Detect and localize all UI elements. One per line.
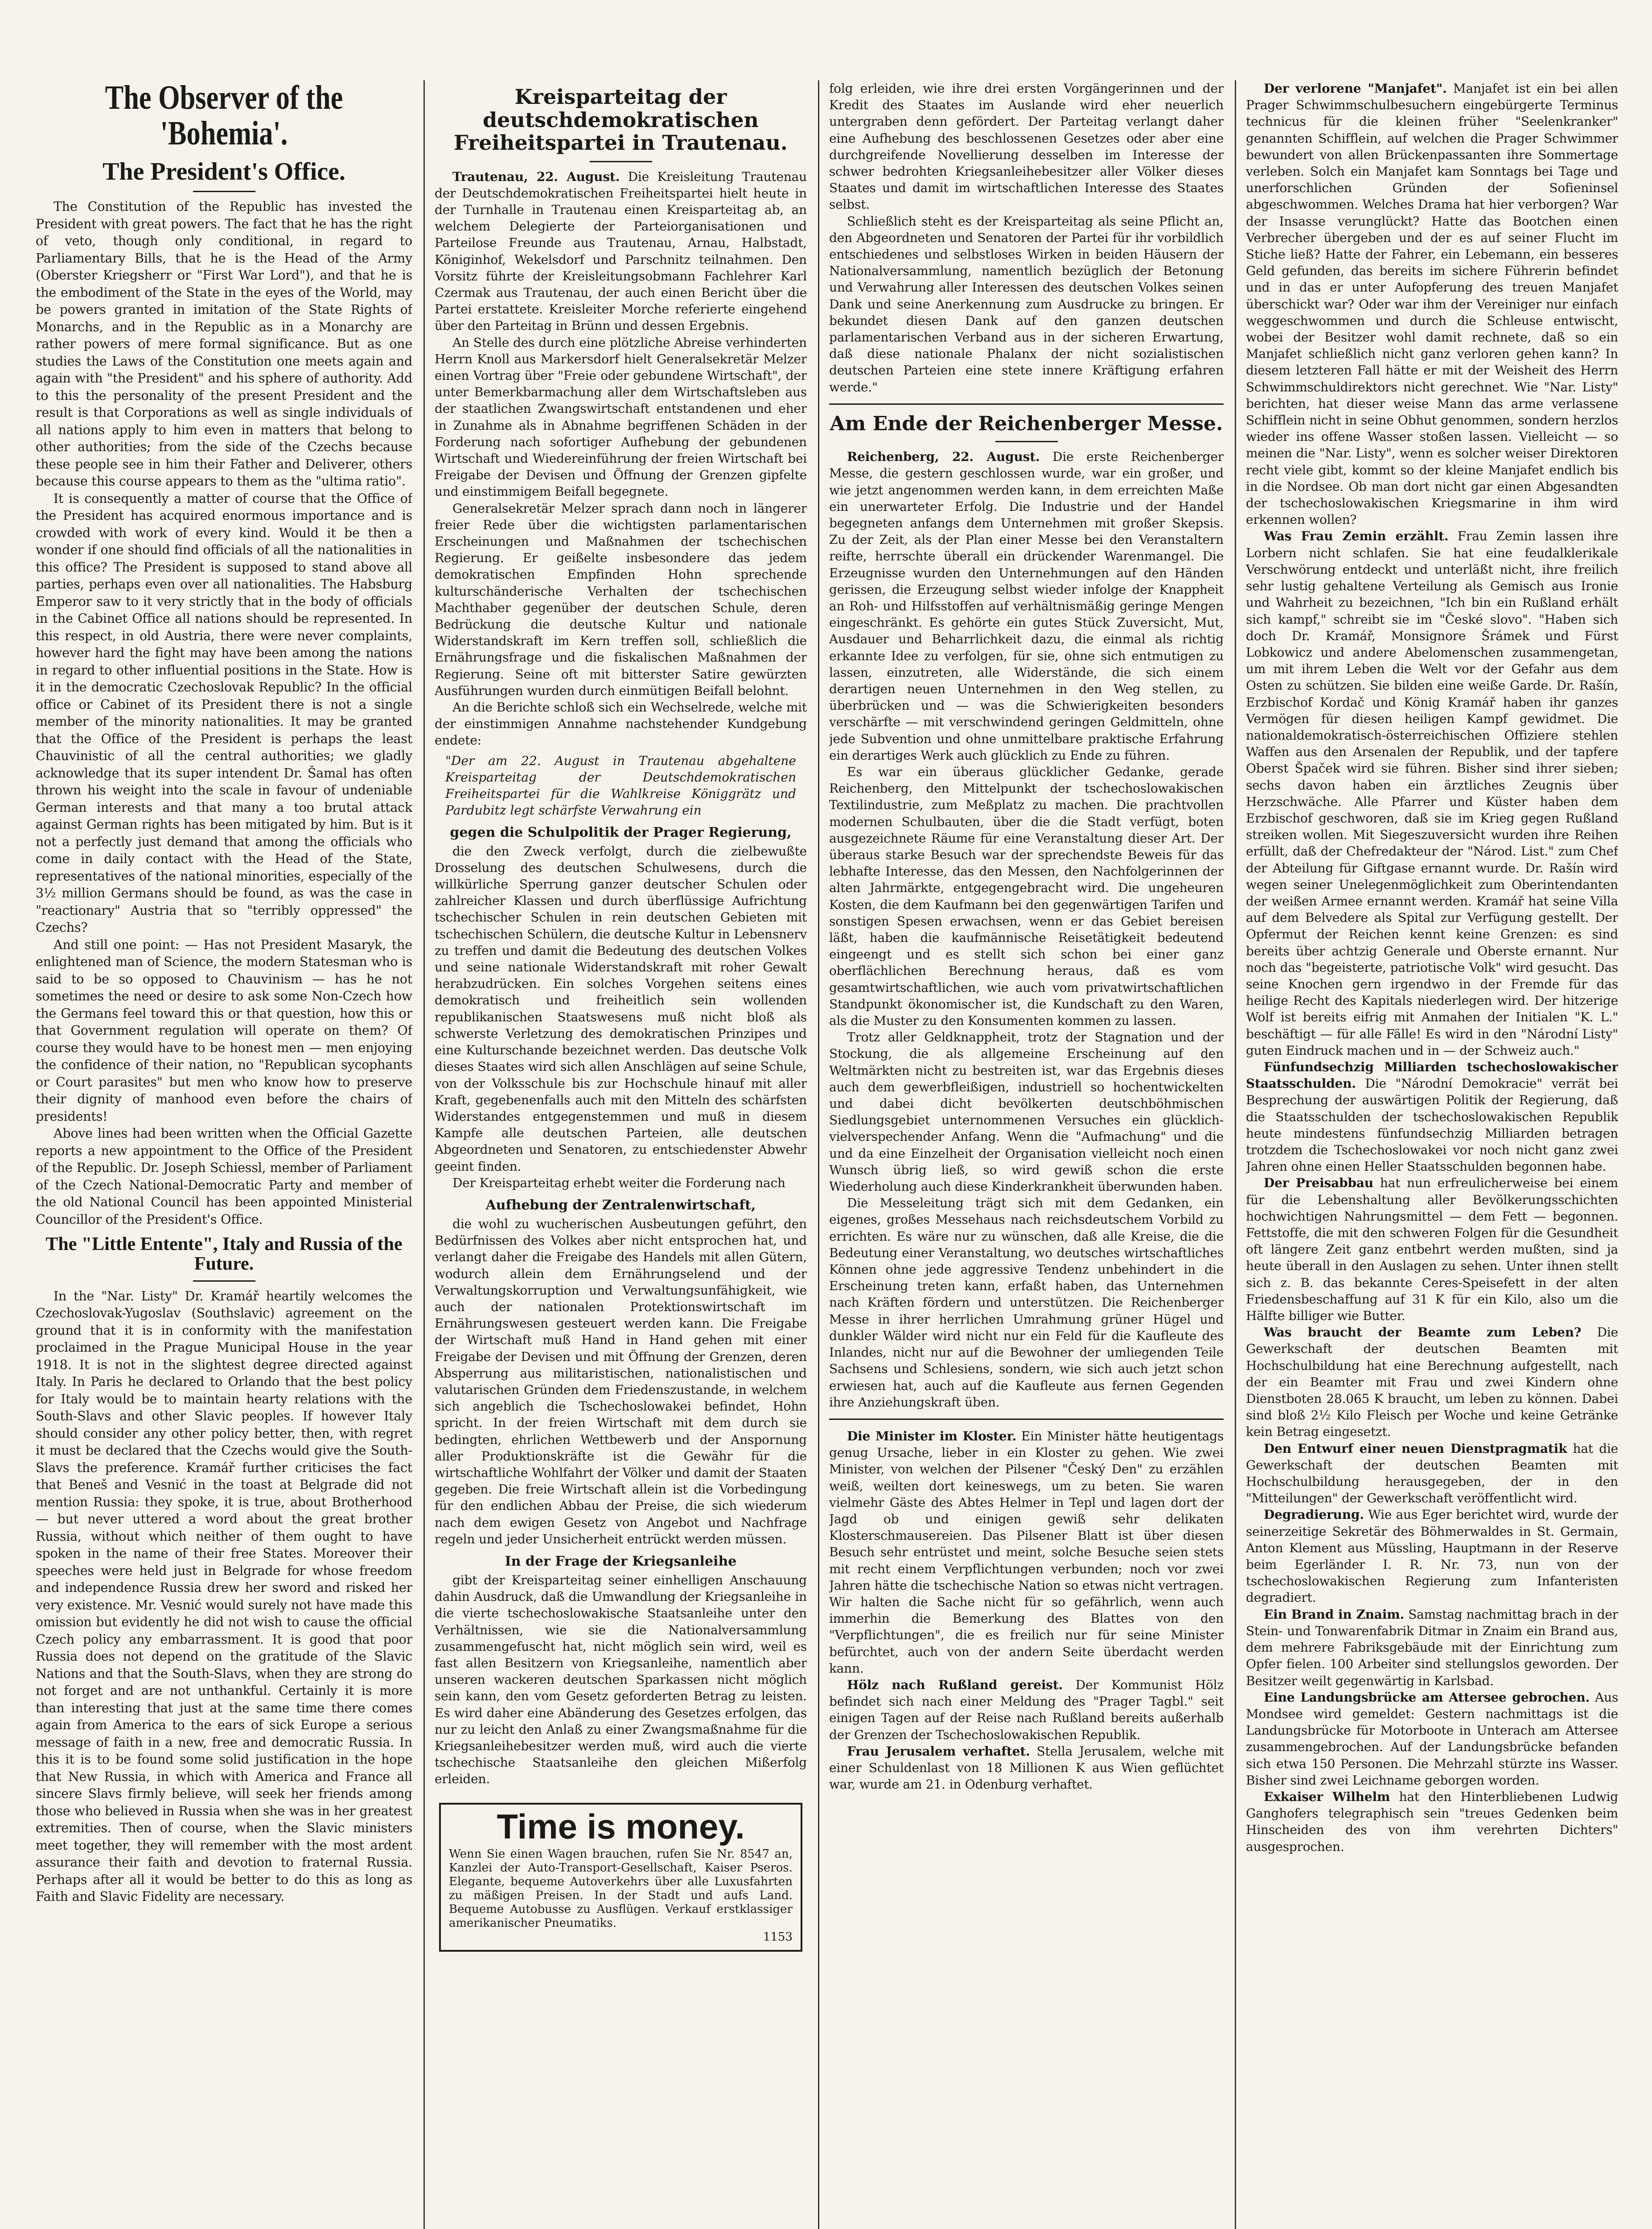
note-text: Manjafet ist ein bei allen Prager Schwimmschulbesuchern eingebürgerte Terminus technicus für die kleinen früher "Seelenkranker" genannten Schifflein, auf welchen die Prager Schwimmer bewundert von allen Brückenpassanten ihre Sommertage verleben. Solch ein Manjafet kam Sonntags bei Tage und unerforschlichen Gründen der Sofieninsel abgeschwommen. Welches Drama hat hier verborgen? War der Insasse verunglückt? Hatte das Bootchen einen Verbrecher übergeben und der es auf seiner Flucht im Stiche ließ? Hatte der Fahrer, ein Lebemann, ein besseres Geld gefunden, das bereits im sichere Führerin befindet und in das er unter Aufopferung des treuen Manjafet überschickt war? Oder war ihm der Vereiniger nur einfach weggeschwommen und durch die Schleuse entwischt, wobei der Besitzer wohl damit rechnete, daß so ein Manjafet schließlich nicht ganz verloren gehen kann? In diesem letzteren Fall hätte er mit der Weisheit des Herrn Schwimmschuldirektors nicht gerechnet. Wie "Nar. Listy" berichten, hat dieser weise Mann das arme verlassene Schifflein nicht in seine Obhut genommen, sondern herzlos wieder ins offene Wasser stoßen lassen. Vielleicht — so meinen die "Nar. Listy", wenn es solcher weiser Direktoren recht viele gibt, kommt so der kleine Manjafet endlich bis in die Nordsee. Ob man dort nicht gar einen Abgesandten der tschechoslowakischen Kriegsmarine in ihm wird erkennen wollen? <box>1246 81 1618 527</box>
ad-body: Wenn Sie einen Wagen brauchen, rufen Sie Nr. 8547 an, Kanzlei der Auto-Transport-Gesellschaft, Kaiser Pseros. Elegante, bequeme Autoverkehrs über alle Luxusfahrten zu mäßigen Preisen. In der Stadt und aufs Land. Bequeme Autobusse zu Ausflügen. Verkauf erstklassiger amerikanischer Pneumatiks. <box>449 1847 793 1930</box>
note-headline: Was braucht der Beamte zum Leben? <box>1264 1325 1582 1340</box>
note-text: Die Gewerkschaft der deutschen Beamten mit Hochschulbildung hat eine Berechnung aufgestellt, nach der ein Beamter mit Frau und zwei Kindern ohne Dienstboten 28.065 K braucht, um leben zu können. Dabei sind bloß 2½ Kilo Fleisch per Woche und keine Getränke kein Betrag eingesetzt. <box>1246 1325 1618 1439</box>
note-headline: Degradierung. <box>1264 1507 1364 1522</box>
note-text: Stella Jerusalem, welche mit einer Schuldenlast von 18 Millionen K aus Wien geflüchtet war, wurde am 21. in Odenburg verhaftet. <box>829 1744 1224 1792</box>
article-paragraph: folg erleiden, wie ihre drei ersten Vorgängerinnen und der Kredit des Staates im Auslande wird eher neuerlich untergraben denn gefördert. Der Parteitag verlangt daher eine Aufhebung des beschlossenen Gesetzes oder aber eine durchgreifende Novellierung desselben im Interesse der schwer bedrohten Kriegsanleihebesitzer aller Völker dieses Staates und damit im wirtschaftlichen Interesse des Staates selbst. <box>829 81 1224 212</box>
note-text: Samstag nachmittag brach in der Stein- und Tonwarenfabrik Ditmar in Znaim ein Brand aus, dem mehrere Fabriksgebäude mit der Einrichtung zum Opfer fielen. 100 Arbeiter sind stellungslos geworden. Der Besitzer weilt gegenwärtig in Karlsbad. <box>1246 1607 1618 1688</box>
note-text: Der Kommunist Hölz befindet sich nach einer Meldung des "Prager Tagbl." seit einigen Tagen auf der Reise nach Rußland bereits außerhalb der Grenzen der Tschechoslowakischen Republik. <box>829 1677 1224 1742</box>
article-paragraph: die den Zweck verfolgt, durch die zielbewußte Drosselung des deutschen Schulwesens, durch die willkürliche Sperrung ganzer deutscher Schulen oder zahlreicher Klassen und durch überflüssige Aufrichtung tschechischer Schulen in rein deutschen Gebieten mit tschechischen Schülern, die deutsche Kultur in Lebensnerv zu treffen und damit die Bedeutung des deutschen Volkes und seine nationale Widerstandskraft mit roher Gewalt herabzudrücken. Ein solches Vorgehen seitens eines demokratisch und freiheitlich sein wollenden republikanischen Staatswesens muß nicht bloß als schwerste Verletzung des demokratischen Prinzipes und eine Kulturschande bezeichnet werden. Das deutsche Volk dieses Staates wird sich allen Anschlägen auf seine Schule, von der Volksschule bis zur Hochschule hinauf mit aller Kraft, gegebenenfalls auch mit den Mitteln des schärfsten Widerstandes entgegenstemmen und muß in diesem Kampfe alle deutschen Parteien, alle deutschen Abgeordneten und Senatoren, zu entschiedenster Abwehr geeint finden. <box>435 843 807 1174</box>
article-paragraph <box>829 448 1224 764</box>
headline-rule <box>995 441 1058 442</box>
article-title-president-office: The President's Office. <box>103 157 345 185</box>
article-paragraph: die wohl zu wucherischen Ausbeutungen geführt, den Bedürfnissen des Volkes aber nicht entsprochen hat, und verlangt daher die Freigabe des Handels mit allen Gütern, wodurch allein dem Ernährungselend und der Verwaltungskorruption und Verwaltungsunfähigkeit, wie auch der nationalen Protektionswirtschaft im Ernährungswesen gesteuert werden kann. Die Freigabe der Wirtschaft muß Hand in Hand gehen mit einer Freigabe der Devisen und mit Öffnung der Grenzen, deren Absperrung aus militaristischen, nationalistischen und valutarischen Gründen dem Friedenszustande, in welchem sich angeblich die Tschechoslowakei befindet, Hohn spricht. In der freien Wirtschaft mit dem durch sie bedingten, ehrlichen Wettbewerb und der Anspornung aller Produktionskräfte ist die Gewähr für die wirtschaftliche Wohlfahrt der Völker und damit der Staaten gegeben. Die freie Wirtschaft allein ist die Vorbedingung für den endlichen Abbau der Preise, die sich wiederum nach dem ewigen Gesetz von Angebot und Nachfrage regeln und jeder Unsicherheit entrückt werden müssen. <box>435 1216 807 1546</box>
masthead-title: The Observer of the 'Bohemia'. <box>105 80 343 152</box>
headline-rule <box>590 161 652 162</box>
note-headline: Der Preisabbau <box>1264 1176 1373 1191</box>
note-text: hat nun erfreulicherweise bei einem für die Lebenshaltung aller Bevölkerungsschichten hochwichtigen Nahrungsmittel — dem Fett — begonnen. Fettstoffe, die mit den schweren Folgen für die Gesundheit oft längere Zeit ganz entbehrt werden mußten, sind ja heute überall in den Auslagen zu sehen. Unter ihnen stellt sich z. B. das bekannte Ceres-Speisefett in der alten Friedensbeschaffung auf 31 K für ein Kilo, also um die Hälfte billiger wie Butter. <box>1246 1176 1618 1324</box>
note-headline: Der verlorene "Manjafet". <box>1264 81 1447 96</box>
column-rule <box>818 80 819 2229</box>
news-note <box>1246 1789 1618 1855</box>
note-text: Frau Zemin lassen ihre Lorbern nicht schlafen. Sie hat eine feudalklerikale Verschwörung entdeckt und unterläßt nicht, ihre freilich sehr lustig gehaltene Verteilung als Gemisch aus Ironie und Wahrheit zu bezeichnen, "Ich bin ein Rußland erhält sich kampf," schreibt sie im "České slovo". "Haben sich doch Dr. Kramář, Monsignore Šrámek und Fürst Lobkowicz und andere Abelomenschen zusammengetan, um mit ihrem Leben die Welt vor der Gefahr aus dem Osten zu schützen. Sie bilden eine weiße Garde. Dr. Rašín, Erzbischof Kordač und König Kramář haben ihr ganzes Vermögen für diesen heiligen Kampf gewidmet. Die nationaldemokratisch-österreichischen Offiziere stehlen Waffen aus den Arsenalen der Republik, und der tapfere Oberst Špaček wird sie führen. Bisher sind ihrer sieben; sechs davon haben ein ärztliches Zeugnis über Herzschwäche. Alle Pfarrer und Küster haben dem Erzbischof geschworen, daß sie im Krieg gegen Rußland streiken wollen. Mit Siegeszuversicht wurden ihre Reihen erfüllt, daß der Chefredakteur der "Národ. List." zum Chef der Abteilung für Giftgase ernannt wurde. Dr. Rašín wird wegen seiner Unelegenmöglichkeit zum Oberintendanten der weißen Armee ernannt werden. Kramář hat seine Villa auf dem Belvedere als Spital zur Verfügung gestellt. Der Opfermut der Reichen kennt keine Grenzen: es sind bereits über achtzig Generale und Oberste ernannt. Nur noch das "begeisterte, patriotische Volk" wird gesucht. Das seine Knochen gern irgendwo in der Fremde für das heilige Recht des Kapitals niederlegen wird. Der hitzerige Wolf ist bereits eifrig mit Anmahen der Initialen "K. L." beschäftigt — für alle Fälle! Es wird in den "Národní Listy" guten Eindruck machen und in — der Schweiz auch." <box>1246 529 1618 1058</box>
headline-rule <box>193 1280 255 1282</box>
dateline: Reichenberg, 22. August. <box>847 449 1040 465</box>
paragraph-text: Die Kreisleitung Trautenau der Deutschdemokratischen Freiheitspartei hielt heute in der Turnhalle in Trautenau einen Kreisparteitag ab, an welchem Delegierte der Parteiorganisationen und Parteilose Freunde aus Trautenau, Arnau, Halbstadt, Königinhof, Wekelsdorf und Parschnitz teilnahmen. Den Vorsitz führte der Kreisleitungsobmann Fachlehrer Karl Czermak aus Trautenau, der auch einen Bericht über die Partei erstattete. Kreisleiter Morche referierte eingehend über den Parteitag in Brünn und dessen Ergebnis. <box>435 169 807 333</box>
news-note <box>829 1677 1224 1743</box>
article-paragraph: It is consequently a matter of course that the Office of the President has acquired enormous importance and is crowded with work of every kind. Would it be then a wonder if one should find officials of all the nationalities in this office? The President is supposed to stand above all parties, perhaps even over all nationalities. The Habsburg Emperor saw to it very strictly that in the body of officials in the Cabinet Office all nations should be represented. In this respect, in old Austria, there were never complaints, however hard the fight may have been among the nations in regard to other influential positions in the State. How is it in the democratic Czechoslovak Republic? In the official office or Cabinet of its President there is not a single member of the minority nationalities. It may be granted that the Office of the President is perhaps the least Chauvinistic of all the central authorities; we gladly acknowledge that its super intendent Dr. Šamal has often thrown his weight into the scale in favour of undeniable German interests and that many a too brutal attack against German rights has been mitigated by him. But is it not a perfectly just demand that among the officials who come in daily contact with the Head of the State, representatives of the national minorities, especially of the 3½ million Germans should be found, as was the case in "reactionary" Austria that so "terribly oppressed" the Czechs? <box>36 491 412 935</box>
subheading: In der Frage der Kriegsanleihe <box>505 1553 737 1569</box>
column-1 <box>36 80 412 2229</box>
article-paragraph: Es war ein überaus glücklicher Gedanke, gerade Reichenberg, den Mittelpunkt der tschechoslowakischen Textilindustrie, zum Meßplatz zu machen. Die prachtvollen modernen Schulbauten, über die die Stadt verfügt, boten ausgezeichnete Räume für eine Veranstaltung dieser Art. Der überaus starke Besuch war der sprechendste Beweis für das lebhafte Interesse, das den Messen, den Nachfolgerinnen der alten Jahrmärkte, entgegengebracht wird. Die ungeheuren Kosten, die dem Kaufmann bei den gegenwärtigen Tarifen und sonstigen Spesen erwachsen, wenn er das Gebiet bereisen läßt, haben die kaufmännische Reisetätigkeit bedeutend eingeengt und es stellt sich schon bei einer ganz oberflächlichen Berechnung heraus, daß es vom gesamtwirtschaftlichen, wie auch vom privatwirtschaftlichen Standpunkt ökonomischer ist, die Kundschaft zu den Waren, als die Muster zu den Konsumenten kommen zu lassen. <box>829 764 1224 1028</box>
column-rule <box>1235 80 1236 2229</box>
news-note <box>1246 1324 1618 1440</box>
news-note <box>1246 1175 1618 1324</box>
note-text: Aus Mondsee wird gemeldet: Gestern nachmittags ist die Landungsbrücke für Motorboote in Unterach am Attersee zusammengebrochen. Auf der Landungsbrücke befanden sich etwa 150 Personen. Die Mehrzahl stürzte ins Wasser. Bisher sind zwei Leichname geborgen worden. <box>1246 1690 1618 1788</box>
note-headline: Eine Landungsbrücke am Attersee gebrochen. <box>1264 1690 1590 1705</box>
article-paragraph: Generalsekretär Melzer sprach dann noch in längerer freier Rede über die wichtigsten parlamentarischen Erscheinungen und Maßnahmen der tschechischen Regierung. Er geißelte insbesondere das jedem demokratischen Empfinden Hohn sprechende kulturschänderische Verhalten der tschechischen Machthaber gegenüber der deutschen Schule, deren Bedrückung die deutsche Kultur und nationale Widerstandskraft im Kern treffen soll, schließlich die Ernährungsfrage und die fiskalischen Maßnahmen der Regierung. Seine oft mit bitterster Satire gewürzten Ausführungen wurden durch einmütigen Beifall belohnt. <box>435 501 807 698</box>
note-text: Die "Národní Demokracie" verrät bei Besprechung der auswärtigen Politik der Regierung, daß die Staatsschulden der tschechoslowakischen Republik heute mindestens fünfundsechzig Milliarden betragen trotzdem die Tschechoslowakei vor noch nicht ganz zwei Jahren ohne einen Heller Staatsschulden begonnen habe. <box>1246 1076 1618 1174</box>
article-paragraph: In the "Nar. Listy" Dr. Kramář heartily welcomes the Czechoslovak-Yugoslav (Southslavic) agreement on the ground that it is in conformity with the manifestation proclaimed in the Prague Municipal House in the year 1918. It is not in the slightest degree directed against Italy. In Paris he declared to Orlando that the best policy for Italy would be to maintain hearty relations with the South-Slavs and other Slavic peoples. If however Italy should consider any other policy better, then, with regret it must be declared that the Czechs would give the South-Slavs the preference. Kramář further criticises the fact that Beneš and Vesnić in the toast at Belgrade did not mention Russia: they spoke, it is true, about Brotherhood — but never uttered a word about the great brother Russia, without which neither of them ought to have spoken in the name of their free States. Moreover their speeches were held just in Belgrade for whose freedom and independence Russia drew her sword and risked her very existence. Mr. Vesnić would surely not have made this omission but evidently he did not wish to cause the official Czech policy any embarrassment. It is good that poor Russia does not depend on the gratitude of the Slavic Nations and that the South-Slavs, when they are strong do not forget and are not unthankful. Certainly it is more than interesting that just at the same time there comes again from America to the ears of sick Europe a serious message of faith in a new, free and democratic Russia. In this it is to be found some solid justification in the hope that New Russia, in which with America and France all sincere Slavs firmly believe, will seek her friends among those who believed in Russia when she was in her greatest extremities. Then of course, when the Slavic ministers meet together, they will remember with the most ardent assurance their faith and devotion to fraternal Russia. Perhaps after all it would be better to do this as long as Faith and Slavic Fidelity are necessary. <box>36 1288 412 1904</box>
note-headline: Exkaiser Wilhelm <box>1264 1789 1390 1804</box>
news-note <box>829 1428 1224 1677</box>
column-rule <box>423 80 425 2229</box>
note-text: Ein Minister hätte heutigentags genug Ursache, lieber in ein Kloster zu gehen. Wie zwei Minister, von welchen der Pilsener "Český Den" zu erzählen weiß, weilten dort keineswegs, um zu beten. Sie waren vielmehr Gäste des Abtes Helmer in Tepl und lagen dort der Jagd ob und einigen gewiß sehr delikaten Klosterschmausereien. Das Pilsener Blatt ist über diesen Besuch sehr entrüstet und meint, solche Besuche seien stets mit recht einem Verpflichtungen verbunden; noch vor zwei Jahren hätte die tschechische Nation so etwas nicht vertragen. Wir halten die Sache nicht für so gefährlich, wenn auch immerhin die Bemerkung des Blattes von den "Verpflichtungen", die es freilich nur für seine Minister befürchtet, auch von der andern Seite überdacht werden kann. <box>829 1428 1224 1676</box>
news-note <box>1246 1506 1618 1606</box>
article-paragraph: gibt der Kreisparteitag seiner einhelligen Anschauung dahin Ausdruck, daß die Umwandlung der Kriegsanleihe in die vierte tschechoslowakische Staatsanleihe unter den Verhältnissen, wie sie die Nationalversammlung zusammengefuscht hat, nicht möglich sein wird, weil es fast allen Besitzern von Kriegsanleihe, namentlich aber unseren wackeren deutschen Sparkassen nicht möglich sein kann, den vom Gesetz geforderten Betrag zu leisten. Es wird daher eine Abänderung des Gesetzes erfolgen, das nur zu leicht den Anlaß zu einer Zwangsmaßnahme für die Kriegsanleihebesitzer werden muß, wird auch die vierte tschechische Staatsanleihe den gleichen Mißerfolg erleiden. <box>435 1572 807 1787</box>
advertisement-box <box>439 1803 802 1952</box>
column-2 <box>435 80 807 2229</box>
note-headline: Den Entwurf einer neuen Dienstpragmatik <box>1264 1441 1567 1456</box>
note-headline: Die Minister im Kloster. <box>847 1428 1016 1444</box>
article-title-little-entente: The "Little Entente", Italy and Russia of the Future. <box>45 1234 403 1275</box>
article-divider <box>829 403 1224 405</box>
article-paragraph: Der Kreisparteitag erhebt weiter die Forderung nach <box>452 1175 785 1190</box>
article-divider <box>829 1419 1224 1420</box>
news-note <box>1246 528 1618 1059</box>
article-paragraph <box>435 169 807 334</box>
note-headline: Frau Jerusalem verhaftet. <box>847 1744 1030 1759</box>
ad-code: 1153 <box>763 1930 793 1944</box>
news-note <box>1246 1440 1618 1507</box>
subheading: Aufhebung der Zentralenwirtschaft, <box>485 1197 756 1213</box>
news-note <box>1246 80 1618 528</box>
column-4 <box>1246 80 1618 2229</box>
note-headline: Ein Brand in Znaim. <box>1264 1607 1405 1622</box>
note-text: Wie aus Eger berichtet wird, wurde der seinerzeitige Sekretär des Böhmerwaldes in St. Germain, Anton Klement aus Müssling, Hauptmann in der Reserve beim Egerländer I. R. Nr. 73, nun von der tschechoslowakischen Regierung zum Infanteristen degradiert. <box>1246 1507 1618 1605</box>
article-paragraph: Schließlich steht es der Kreisparteitag als seine Pflicht an, den Abgeordneten und Senatoren der Partei für ihr vorbildlich entschiedenes und selbstloses Wirken in beiden Häusern der Nationalversammlung, namentlich bezüglich der Betonung und Verwahrung aller Interessen des deutschen Volkes seinen Dank und seine Anerkennung zum Ausdrucke zu bringen. Er bekundet diesen Dank auf den ganzen deutschen parlamentarischen Verband aus in der sicheren Erwartung, daß diese nationale Phalanx der nicht sozialistischen deutschen Parteien eine stete innere Kräftigung erfahren werde." <box>829 214 1224 395</box>
ad-title: Time is money. <box>497 1806 745 1846</box>
article-paragraph: An Stelle des durch eine plötzliche Abreise verhinderten Herrn Knoll aus Markersdorf hielt Generalsekretär Melzer einen Vortrag über "Freie oder gebundene Wirtschaft", der unter Bemerkbarmachung aller dem Wirtschaftsleben aus der staatlichen Zwangswirtschaft entstandenen und eher in Zunahme als in Abnahme begriffenen Schäden in der Forderung nach sofortiger Aufhebung der gebundenen Wirtschaft und Wiedereinführung der freien Wirtschaft bei Freigabe der Devisen und Öffnung der Grenzen gipfelte und einstimmigem Beifall begegnete. <box>435 335 807 499</box>
note-text: hat die Gewerkschaft der deutschen Beamten mit Hochschulbildung herausgegeben, der in den "Mitteilungen" der Gewerkschaft veröffentlicht wird. <box>1246 1441 1618 1506</box>
article-paragraph: Die Messeleitung trägt sich mit dem Gedanken, ein eigenes, großes Messehaus nach reichsdeutschem Vorbild zu errichten. Es wäre nur zu wünschen, daß alle Kreise, die die Bedeutung einer Veranstaltung, wo deutsches wirtschaftliches Können ohne jede aggressive Tendenz unbehindert in die Erscheinung treten kann, erfaßt haben, das Unternehmen nach Kräften fördern und unterstützen. Die Reichenberger Messe in ihrer herrlichen Umrahmung grüner Hügel und dunkler Wälder wird nicht nur ein Feld für die Kaufleute des Inlandes, nicht nur auf die Bewohner der umliegenden Teile Sachsens und Schlesiens, sondern, wie sich auch jetzt schon erwiesen hat, auch auf die Kaufleute aus fernen Gegenden ihre Anziehungskraft üben. <box>829 1196 1224 1410</box>
article-paragraph: An die Berichte schloß sich ein Wechselrede, welche mit der einstimmigen Annahme nachstehender Kundgebung endete: <box>435 700 807 748</box>
column-3 <box>829 80 1224 2229</box>
news-note <box>1246 1606 1618 1689</box>
article-title-reichenberger-messe: Am Ende der Reichenberger Messe. <box>830 412 1223 435</box>
subheading: gegen die Schulpolitik der Prager Regierung, <box>450 824 792 840</box>
note-headline: Hölz nach Rußland gereist. <box>847 1677 1063 1692</box>
news-note <box>1246 1689 1618 1789</box>
note-text: hat den Hinterbliebenen Ludwig Ganghofers telegraphisch sein "treues Gedenken beim Hinscheiden des von ihm verehrten Dichters" ausgesprochen. <box>1246 1789 1618 1854</box>
note-headline: Fünfundsechzig Milliarden tschechoslowakischer Staatsschulden. <box>1246 1059 1618 1091</box>
news-note <box>1246 1059 1618 1175</box>
paragraph-text: Die erste Reichenberger Messe, die gestern geschlossen wurde, war ein großer, und wie jetzt angenommen werden kann, in dem erreichten Maße ein unerwarteter Erfolg. Die Industrie und der Handel begegneten anfangs dem Unternehmen mit großer Skepsis. Zu der Zeit, als der Plan einer Messe bei den Veranstaltern reifte, herrschte überall ein drückender Warenmangel. Die Erzeugnisse wurden den Unternehmungen auf den Händen gerissen, die Erzeugung selbst wieder infolge der Knappheit an Roh- und Hilfsstoffen auf verhältnismäßig geringe Mengen eingeschränkt. Es gehörte ein gutes Stück Zuversicht, Mut, Ausdauer und Beharrlichkeit dazu, die einmal als richtig erkannte Idee zu verfolgen, für sie, ohne sich entmutigen zu lassen, einzutreten, alle Widerstände, die sich einem derartigen neuen Unternehmen in den Weg stellen, zu überbrücken und — was die Schwierigkeiten besonders verschärfte — mit verschwindend geringen Geldmitteln, ohne jede Subvention und ohne unmittelbare praktische Erfahrung ein derartiges Werk auch glücklich zu Ende zu führen. <box>829 449 1224 763</box>
dateline: Trautenau, 22. August. <box>452 169 620 184</box>
resolution-text: "Der am 22. August in Trautenau abgehaltene Kreisparteitag der Deutschdemokratischen Freiheitspartei für die Wahlkreise Königgrätz und Pardubitz legt schärfste Verwahrung ein <box>445 753 796 818</box>
news-note <box>829 1743 1224 1793</box>
headline-rule <box>193 191 255 192</box>
note-headline: Was Frau Zemin erzählt. <box>1264 529 1449 544</box>
article-paragraph: The Constitution of the Republic has invested the President with great powers. The fact that he has the right of veto, though only conditional, in regard to Parliamentary Bills, that he is the Head of the Army (Oberster Kriegsherr or "First War Lord"), and that he is the embodiment of the State in the eyes of the World, may be powers granted in imitation of the State Rights of Monarchs, and in the Republic as in a Monarchy are rather powers of mere formal significance. But as one studies the Laws of the Constitution one meets again and again with "the President" and his sphere of authority. Add to this the personality of the present President and the result is that Corporations as well as single individuals of all nations apply to him even in matters that belong to other authorities; from the side of the Czechs because these people see in him their Father and Deliverer, others because this course appears to them as the "ultima ratio". <box>36 199 412 489</box>
article-paragraph: Above lines had been written when the Official Gazette reports a new appointment to the Office of the President of the Republic. Dr. Joseph Schiessl, member of Parliament of the Czech National-Democratic Party and member of the old National Council has been appointed Ministerial Councillor of the President's Office. <box>36 1126 412 1227</box>
article-paragraph: Trotz aller Geldknappheit, trotz der Stagnation und der Stockung, die als allgemeine Erscheinung auf den Weltmärkten nicht zu bestreiten ist, war das Ergebnis dieses auch dem gewerbfleißigen, industriell so hochentwickelten und dabei dicht bevölkerten deutschböhmischen Siedlungsgebiet unternommenen Versuches ein glücklich-vielverspechender Anfang. Wenn die "Aufmachung" und die und da eine Einzelheit der Organisation vielleicht noch einen Wunsch übrig ließ, so wird gewiß schon die erste Wiederholung auch diese Kinderkrankheit überwunden haben. <box>829 1030 1224 1194</box>
article-title-kreisparteitag: Kreisparteitag der deutschdemokratischen Freiheitspartei in Trautenau. <box>454 85 788 155</box>
article-paragraph: And still one point: — Has not President Masaryk, the enlightened man of Science, the modern Statesman who is said to be so opposed to Chauvinism — has he not sometimes the need or desire to ask some Non-Czech how the Germans feel toward this or that question, how this or that Government regulation will operate on them? Of course they would have to be honest men — men enjoying the confidence of their nation, no "Republican sycophants or Court parasites" but men who know how to preserve their dignity of manhood even before the chairs of presidents! <box>36 937 412 1124</box>
